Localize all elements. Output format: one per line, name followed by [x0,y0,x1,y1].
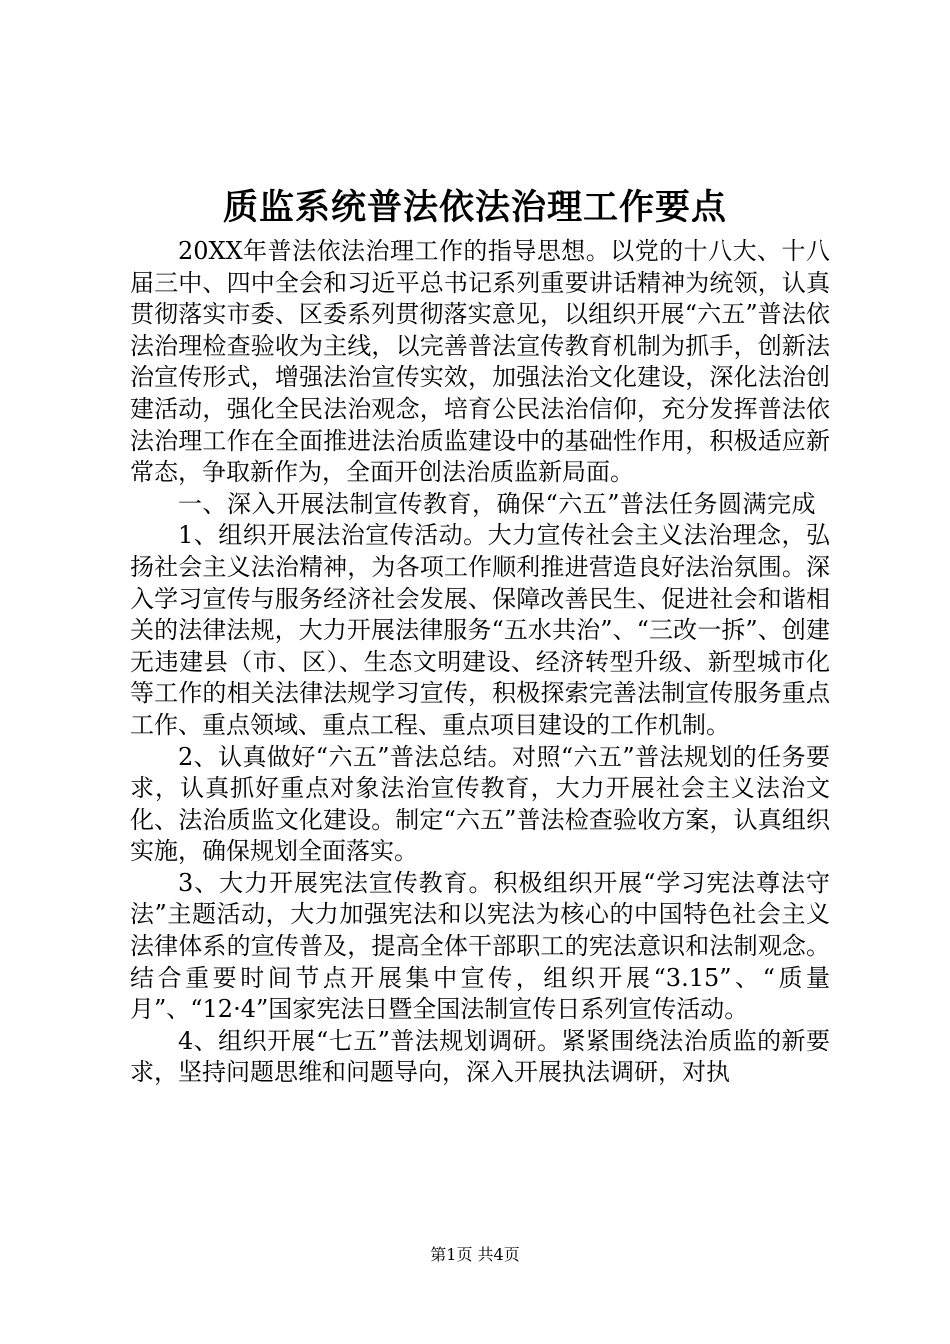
paragraph-guiding-ideology: 20XX年普法依法治理工作的指导思想。以党的十八大、十八届三中、四中全会和习近平总书记系列重要讲话精神为统领，认真贯彻落实市委、区委系列贯彻落实意见，以组织开展“六五”普法依法治理检查验收为主线，以完善普法宣传教育机制为抓手，创新法治宣传形式，增强法治宣传实效，加强法治文化建设，深化法治创建活动，强化全民法治观念，培育公民法治信仰，充分发挥普法依法治理工作在全面推进法治质监建设中的基础性作用，积极适应新常态，争取新作为，全面开创法治质监新局面。 [130,237,830,487]
paragraph-item-4: 4、组织开展“七五”普法规划调研。紧紧围绕法治质监的新要求，坚持问题思维和问题导向，深入开展执法调研，对执 [130,1026,830,1087]
document-body [130,236,830,1089]
paragraph-item-1: 1、组织开展法治宣传活动。大力宣传社会主义法治理念，弘扬社会主义法治精神，为各项工作顺利推进营造良好法治氛围。深入学习宣传与服务经济社会发展、保障改善民生、促进社会和谐相关的法律法规，大力开展法律服务“五水共治”、“三改一拆”、创建无违建县（市、区）、生态文明建设、经济转型升级、新型城市化等工作的相关法律法规学习宣传，积极探索完善法制宣传服务重点工作、重点领域、重点工程、重点项目建设的工作机制。 [130,521,830,739]
paragraph-item-2: 2、认真做好“六五”普法总结。对照“六五”普法规划的任务要求，认真抓好重点对象法治宣传教育，大力开展社会主义法治文化、法治质监文化建设。制定“六五”普法检查验收方案，认真组织实施，确保规划全面落实。 [130,742,830,866]
paragraph-item-3: 3、大力开展宪法宣传教育。积极组织开展“学习宪法尊法守法”主题活动，大力加强宪法和以宪法为核心的中国特色社会主义法律体系的宣传普及，提高全体干部职工的宪法意识和法制观念。结合重要时间节点开展集中宣传，组织开展“3.15”、“质量月”、“12·4”国家宪法日暨全国法制宣传日系列宣传活动。 [130,868,830,1024]
page-number-footer: 第1页 共4页 [430,1245,520,1264]
document-title: 质监系统普法依法治理工作要点 [222,187,727,228]
section-heading-1: 一、深入开展法制宣传教育，确保“六五”普法任务圆满完成 [178,489,817,518]
